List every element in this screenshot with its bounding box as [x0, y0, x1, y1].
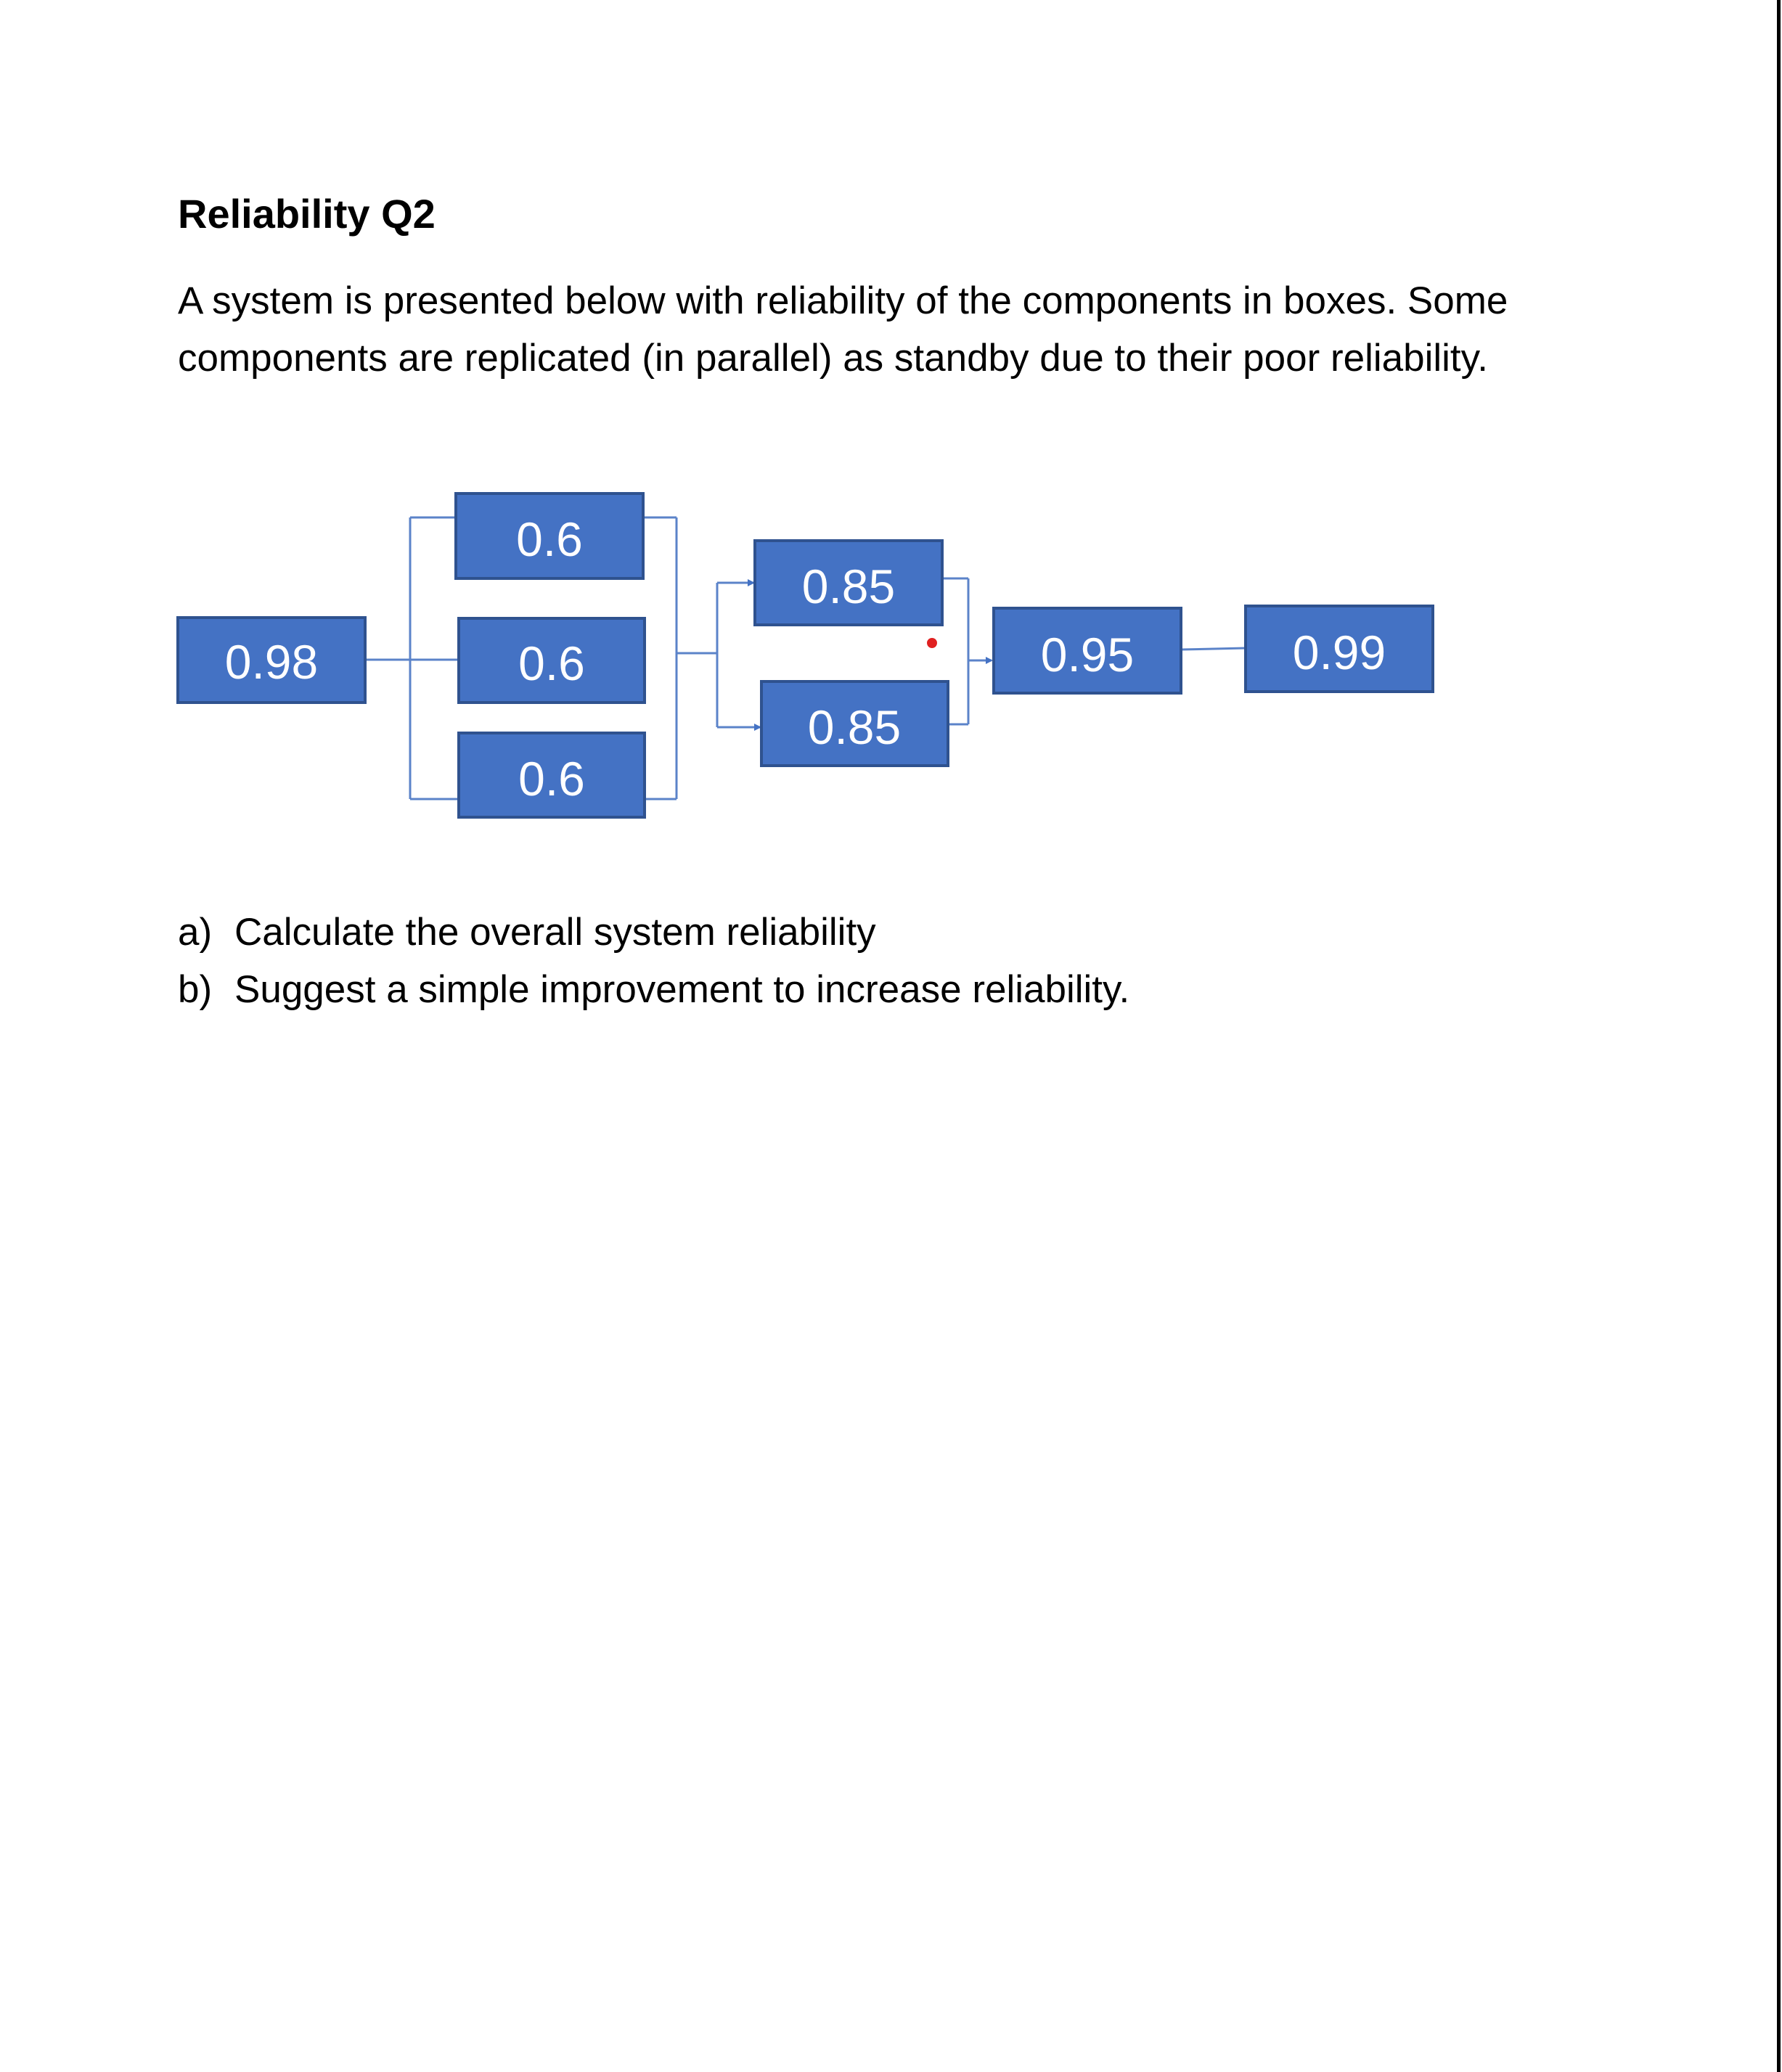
- intro-line-2: components are replicated (in parallel) as standby due to their poor reliability.: [178, 337, 1488, 380]
- component-value: 0.95: [1040, 628, 1135, 681]
- component-value: 0.99: [1292, 626, 1386, 679]
- component-box-parallel-middle: [459, 618, 645, 703]
- component-box-standby-bottom: [761, 681, 948, 766]
- component-box-series-1: [994, 608, 1181, 693]
- question-marker: a): [178, 911, 213, 954]
- component-value: 0.85: [807, 700, 902, 754]
- question-list: [178, 904, 1630, 1018]
- wire-series-chain: [1181, 648, 1246, 650]
- component-box-parallel-bottom: [459, 733, 645, 817]
- question-text: Calculate the overall system reliability: [234, 911, 876, 954]
- wire-input-to-parallel: [365, 517, 459, 799]
- question-marker: b): [178, 968, 213, 1011]
- component-value: 0.85: [801, 560, 896, 613]
- component-value: 0.6: [516, 512, 583, 566]
- question-item-b: [178, 961, 1630, 1018]
- intro-line-1: A system is presented below with reliability of the components in boxes. Some: [178, 279, 1508, 322]
- component-box-standby-top: [755, 541, 942, 625]
- question-title: Reliability Q2: [178, 191, 436, 237]
- component-box-series-2: [1246, 606, 1433, 692]
- reliability-block-diagram: [0, 0, 1782, 871]
- component-value: 0.98: [224, 635, 319, 689]
- red-dot-marker: [927, 638, 937, 648]
- component-value: 0.6: [518, 752, 585, 806]
- wire-standby-output: [942, 578, 992, 724]
- question-item-a: [178, 904, 1630, 961]
- wire-parallel-output: [643, 517, 717, 799]
- question-text: Suggest a simple improvement to increase reliability.: [234, 968, 1130, 1011]
- component-value: 0.6: [518, 636, 585, 690]
- component-box-parallel-top: [456, 494, 643, 578]
- component-box-input: [178, 618, 365, 703]
